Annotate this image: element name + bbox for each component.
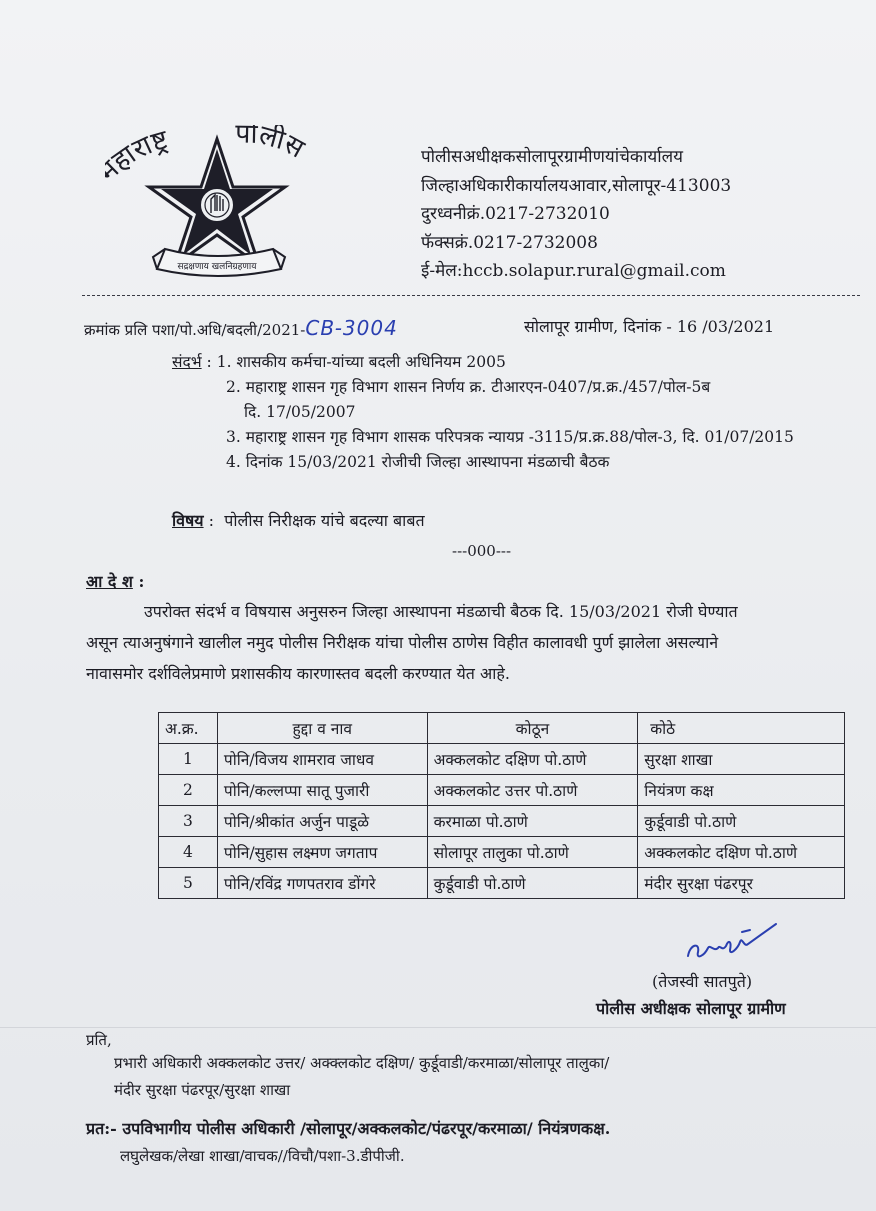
table-row	[159, 744, 845, 775]
police-star-emblem-icon	[105, 125, 325, 285]
reference-item: 2. महाराष्ट्र शासन गृह विभाग शासन निर्णय क्र. टीआरएन-0407/प्र.क्र./457/पोल-5ब	[226, 378, 711, 396]
emblem-motto: सद्रक्षणाय खलनिग्रहणाय	[177, 262, 257, 272]
column-header-from: कोठून	[427, 713, 638, 744]
column-header-to: कोठे	[638, 713, 845, 744]
cell-serial: 4	[159, 837, 218, 868]
cell-to: कुर्डूवाडी पो.ठाणे	[638, 806, 845, 837]
info-copy-label: प्रत:-	[86, 1119, 117, 1138]
svg-text:महाराष्ट्र	[105, 125, 173, 188]
order-paragraph-line: नावासमोर दर्शविलेप्रमाणे प्रशासकीय कारणास्तव बदली करण्यात येत आहे.	[86, 664, 510, 683]
reference-item: 3. महाराष्ट्र शासन गृह विभाग शासक परिपत्रक न्यायप्र -3115/प्र.क्र.88/पोल-3, दि. 01/07/2015	[226, 428, 794, 446]
cell-from: सोलापूर तालुका पो.ठाणे	[427, 837, 638, 868]
subject-text: पोलीस निरीक्षक यांचे बदल्या बाबत	[224, 511, 425, 530]
cell-to: अक्कलकोट दक्षिण पो.ठाणे	[638, 837, 845, 868]
order-colon: :	[138, 572, 145, 591]
info-copy-line-2: लघुलेखक/लेखा शाखा/वाचक//विचौ/पशा-3.डीपीजी.	[120, 1147, 405, 1165]
references-label: संदर्भ	[172, 353, 202, 371]
cell-name: पोनि/सुहास लक्ष्मण जगताप	[217, 837, 427, 868]
subject-label: विषय	[172, 511, 204, 530]
separator: ---000---	[452, 542, 512, 560]
cell-serial: 3	[159, 806, 218, 837]
cell-name: पोनि/विजय शामराव जाधव	[217, 744, 427, 775]
police-emblem	[105, 125, 325, 285]
cell-name: पोनि/रविंद्र गणपतराव डोंगरे	[217, 868, 427, 899]
table-row	[159, 775, 845, 806]
signatory-name: (तेजस्वी सातपुते)	[652, 972, 753, 991]
reference-item: 1. शासकीय कर्मचा-यांच्या बदली अधिनियम 2005	[216, 353, 506, 371]
references-colon: :	[206, 353, 212, 371]
svg-text:पोलीस	[235, 125, 310, 165]
transfer-table	[158, 712, 845, 899]
cell-to: सुरक्षा शाखा	[638, 744, 845, 775]
column-header-name: हुद्दा व नाव	[217, 713, 427, 744]
subject-colon: :	[208, 511, 215, 530]
table-row	[159, 837, 845, 868]
office-address: जिल्हाअधिकारीकार्यालयआवार,सोलापूर-413003	[421, 175, 732, 196]
table-row	[159, 806, 845, 837]
order-number	[84, 316, 398, 340]
reference-item: 4. दिनांक 15/03/2021 रोजीची जिल्हा आस्थापना मंडळाची बैठक	[226, 453, 610, 471]
header-divider	[82, 295, 860, 296]
cell-to: नियंत्रण कक्ष	[638, 775, 845, 806]
cell-from: करमाळा पो.ठाणे	[427, 806, 638, 837]
cell-from: अक्कलकोट उत्तर पो.ठाणे	[427, 775, 638, 806]
handwritten-order-number: CB-3004	[305, 316, 398, 340]
handwritten-signature	[680, 918, 780, 966]
copy-to-label: प्रति,	[86, 1031, 112, 1049]
cell-to: मंदीर सुरक्षा पंढरपूर	[638, 868, 845, 899]
cell-from: कुर्डूवाडी पो.ठाणे	[427, 868, 638, 899]
order-heading	[86, 570, 144, 592]
copy-to-line: मंदीर सुरक्षा पंढरपूर/सुरक्षा शाखा	[114, 1081, 291, 1099]
office-fax: फॅक्सक्रं.0217-2732008	[421, 232, 598, 253]
table-row	[159, 868, 845, 899]
office-email: ई-मेल:hccb.solapur.rural@gmail.com	[421, 261, 726, 281]
paper-fold-line	[0, 1027, 876, 1028]
emblem-text-right: पोलीस	[234, 125, 310, 165]
cell-name: पोनि/कल्लप्पा सातू पुजारी	[217, 775, 427, 806]
emblem-text-left: हाराष्ट्र	[106, 125, 172, 178]
cell-serial: 5	[159, 868, 218, 899]
copy-to-line: प्रभारी अधिकारी अक्कलकोट उत्तर/ अक्क्लकोट दक्षिण/ कुर्डूवाडी/करमाळा/सोलापूर तालुका/	[114, 1054, 610, 1072]
cell-name: पोनि/श्रीकांत अर्जुन पाडूळे	[217, 806, 427, 837]
subject-line	[172, 509, 425, 531]
order-number-prefix: क्रमांक प्रलि पशा/पो.अधि/बदली/2021-	[84, 321, 306, 339]
signature-scribble-icon	[680, 918, 780, 966]
order-place-date: सोलापूर ग्रामीण, दिनांक - 16 /03/2021	[524, 317, 775, 336]
references-block	[172, 350, 794, 475]
cell-from: अक्कलकोट दक्षिण पो.ठाणे	[427, 744, 638, 775]
info-copy-text: उपविभागीय पोलीस अधिकारी /सोलापूर/अक्कलकोट/पंढरपूर/करमाळा/ नियंत्रणकक्ष.	[122, 1119, 611, 1138]
office-address-block	[421, 143, 731, 286]
reference-item-continuation: दि. 17/05/2007	[244, 403, 356, 421]
order-paragraph-line: असून त्याअनुषंगाने खालील नमुद पोलीस निरीक्षक यांचा पोलीस ठाणेस विहीत कालावधी पुर्ण झालेला असल्याने	[86, 633, 719, 652]
signatory-designation: पोलीस अधीक्षक सोलापूर ग्रामीण	[596, 999, 786, 1018]
cell-serial: 1	[159, 744, 218, 775]
info-copy-line	[86, 1117, 610, 1139]
office-name: पोलीसअधीक्षकसोलापूरग्रामीणयांचेकार्यालय	[421, 147, 684, 167]
cell-serial: 2	[159, 775, 218, 806]
order-paragraph	[86, 596, 876, 689]
table-header-row	[159, 713, 845, 744]
column-header-serial: अ.क्र.	[159, 713, 218, 744]
office-phone: दुरध्वनीक्रं.0217-2732010	[421, 204, 610, 224]
order-paragraph-line: उपरोक्त संदर्भ व विषयास अनुसरुन जिल्हा आस्थापना मंडळाची बैठक दि. 15/03/2021 रोजी घेण्यात	[144, 602, 738, 621]
order-label: आ दे श	[86, 572, 133, 591]
